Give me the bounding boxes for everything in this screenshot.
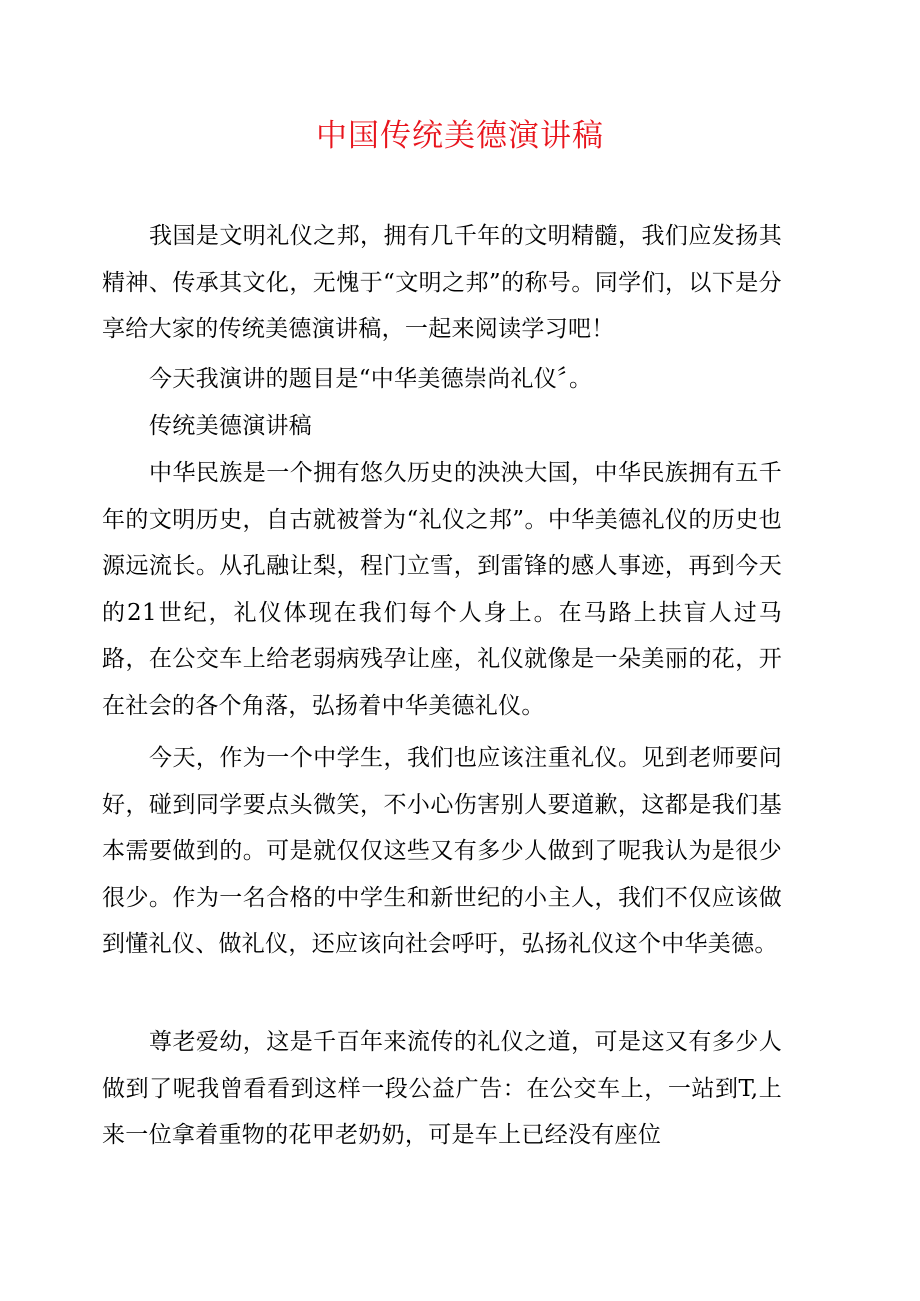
paragraph-history: 中华民族是一个拥有悠久历史的泱泱大国，中华民族拥有五千年的文明历史，自古就被誉为“礼仪之邦”。中华美德礼仪的历史也源远流长。从孔融让梨，程门立雪，到雷锋的感人事迹，再到今天的21世纪，礼仪体现在我们每个人身上。在马路上扶盲人过马路，在公交车上给老弱病残孕让座，礼仪就像是一朵美丽的花，开在社会的各个角落，弘扬着中华美德礼仪。 [102,460,782,719]
paragraph-speech-topic: 今天我演讲的题目是“中华美德崇尚礼仪〞。 [149,366,593,392]
paragraph-subtitle: 传统美德演讲稿 [149,413,313,439]
paragraph-intro: 我国是文明礼仪之邦，拥有几千年的文明精髓，我们应发扬其精神、传承其文化，无愧于“文明之邦”的称号。同学们，以下是分享给大家的传统美德演讲稿，一起来阅读学习吧！ [102,223,782,342]
document-title: 中国传统美德演讲稿 [316,118,604,154]
paragraph-student-etiquette: 今天，作为一个中学生，我们也应该注重礼仪。见到老师要问好，碰到同学要点头微笑，不小心伤害别人要道歉，这都是我们基本需要做到的。可是就仅仅这些又有多少人做到了呢我认为是很少很少。作为一名合格的中学生和新世纪的小主人，我们不仅应该做到懂礼仪、做礼仪，还应该向社会呼吁，弘扬礼仪这个中华美德。 [102,745,782,957]
paragraph-respect-elders: 尊老爱幼，这是千百年来流传的礼仪之道，可是这又有多少人做到了呢我曾看看到这样一段公益广告：在公交车上，一站到T,上来一位拿着重物的花甲老奶奶，可是车上已经没有座位 [102,1029,782,1148]
